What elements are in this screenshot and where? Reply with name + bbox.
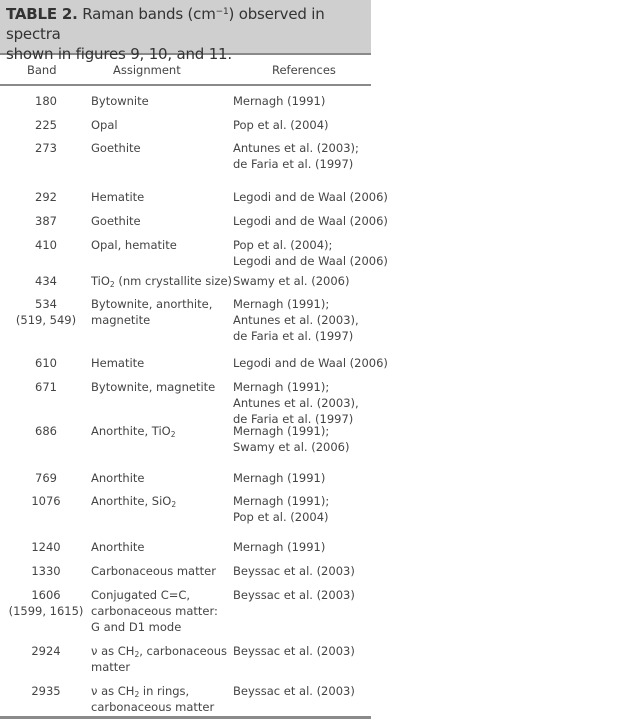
assignment-text (91, 274, 233, 290)
band-value: 1076 (31, 494, 61, 508)
band-cell (0, 588, 92, 620)
subscript: 2 (171, 500, 177, 509)
reference-text: Antunes et al. (2003), (233, 312, 359, 327)
assignment-cell (91, 297, 226, 329)
assignment-text (91, 644, 226, 660)
caption-text: Raman bands (cm (77, 5, 216, 23)
band-value: 292 (35, 190, 57, 204)
assignment-cell (91, 644, 226, 676)
assignment-cell (91, 274, 233, 290)
band-cell (0, 274, 92, 290)
assignment-cell (91, 238, 226, 254)
assignment-cell (91, 190, 226, 206)
references-cell (233, 564, 373, 580)
reference-text: Antunes et al. (2003); (233, 141, 359, 155)
assignment-cell (91, 684, 226, 716)
assignment-cell (91, 494, 226, 510)
references-cell (233, 190, 388, 206)
references-cell (233, 380, 373, 427)
assignment-cell (91, 471, 226, 487)
references-cell (233, 141, 373, 173)
band-cell (0, 94, 92, 110)
band-value: 1330 (31, 564, 61, 578)
assignment-text: Opal, hematite (91, 238, 177, 252)
references-cell (233, 684, 373, 700)
reference-text: de Faria et al. (1997) (233, 156, 354, 171)
band-cell (0, 471, 92, 487)
assignment-text (91, 494, 226, 510)
header-assignment: Assignment (113, 63, 181, 77)
band-cell (0, 118, 92, 134)
assignment-text: G and D1 mode (91, 619, 182, 634)
band-value: (1599, 1615) (8, 603, 84, 618)
assignment-cell (91, 564, 226, 580)
band-cell (0, 214, 92, 230)
reference-text: Swamy et al. (2006) (233, 274, 350, 288)
band-value: 1606 (31, 588, 61, 602)
subscript: 2 (170, 430, 176, 439)
references-cell (233, 424, 373, 456)
reference-text: Legodi and de Waal (2006) (233, 356, 388, 370)
assignment-cell (91, 141, 226, 157)
assignment-cell (91, 380, 226, 396)
reference-text: Mernagh (1991) (233, 94, 326, 108)
band-cell (0, 564, 92, 580)
references-cell (233, 94, 373, 110)
assignment-cell (91, 588, 226, 635)
band-cell (0, 141, 92, 157)
reference-text: Pop et al. (2004); (233, 238, 333, 252)
reference-text: Mernagh (1991); (233, 424, 330, 438)
references-cell (233, 471, 373, 487)
references-cell (233, 118, 373, 134)
band-value: 1240 (31, 540, 61, 554)
reference-text: Legodi and de Waal (2006) (233, 190, 388, 204)
reference-text: Beyssac et al. (2003) (233, 684, 355, 698)
band-value: 434 (35, 274, 57, 288)
assignment-text: Anorthite (91, 540, 145, 554)
assignment-cell (91, 356, 226, 372)
reference-text: Mernagh (1991); (233, 297, 330, 311)
band-cell (0, 238, 92, 254)
band-value: 410 (35, 238, 57, 252)
band-cell (0, 644, 92, 660)
reference-text: Beyssac et al. (2003) (233, 564, 355, 578)
assignment-part: ν as CH (91, 644, 135, 658)
references-cell (233, 540, 373, 556)
reference-text: Mernagh (1991) (233, 540, 326, 554)
references-cell (233, 356, 388, 372)
references-cell (233, 644, 373, 660)
assignment-text: Opal (91, 118, 118, 132)
caption-label: TABLE 2. (6, 5, 78, 23)
reference-text: Pop et al. (2004) (233, 509, 329, 524)
assignment-part: TiO (91, 274, 110, 288)
band-value: 610 (35, 356, 57, 370)
caption-line-2: shown in figures 9, 10, and 11. (6, 45, 232, 63)
assignment-part: ν as CH (91, 684, 135, 698)
references-cell (233, 274, 373, 290)
band-value: (519, 549) (15, 312, 77, 327)
table-bottom-rule (0, 716, 371, 719)
references-cell (233, 214, 388, 230)
reference-text: de Faria et al. (1997) (233, 328, 354, 343)
band-cell (0, 494, 92, 510)
band-cell (0, 424, 92, 440)
reference-text: Beyssac et al. (2003) (233, 644, 355, 658)
subscript: 2 (134, 690, 140, 699)
assignment-text (91, 684, 226, 700)
assignment-text: carbonaceous matter: (91, 603, 218, 618)
reference-text: Antunes et al. (2003), (233, 395, 359, 410)
reference-text: Legodi and de Waal (2006) (233, 214, 388, 228)
header-band: Band (27, 63, 57, 77)
assignment-part: , carbonaceous (139, 644, 228, 658)
reference-text: Swamy et al. (2006) (233, 439, 350, 454)
reference-text: de Faria et al. (1997) (233, 411, 354, 426)
references-cell (233, 588, 373, 604)
assignment-text: Carbonaceous matter (91, 564, 216, 578)
band-value: 2935 (31, 684, 61, 698)
band-cell (0, 684, 92, 700)
reference-text: Legodi and de Waal (2006) (233, 253, 388, 268)
band-cell (0, 356, 92, 372)
band-value: 2924 (31, 644, 61, 658)
band-value: 686 (35, 424, 57, 438)
caption-text-cont: ) observed in spectra (6, 5, 325, 43)
band-cell (0, 297, 92, 329)
assignment-text: matter (91, 659, 131, 674)
assignment-cell (91, 94, 226, 110)
band-value: 534 (35, 297, 57, 311)
assignment-text (91, 424, 226, 440)
band-value: 273 (35, 141, 57, 155)
references-cell (233, 297, 373, 344)
header-references: References (272, 63, 336, 77)
assignment-text: Goethite (91, 141, 141, 155)
subscript: 2 (109, 280, 115, 289)
band-value: 671 (35, 380, 57, 394)
assignment-cell (91, 540, 226, 556)
band-value: 387 (35, 214, 57, 228)
assignment-text: Anorthite (91, 471, 145, 485)
subscript: 2 (134, 650, 140, 659)
assignment-text: Bytownite (91, 94, 149, 108)
band-cell (0, 540, 92, 556)
assignment-part: (nm crystallite size) (114, 274, 233, 288)
table-body (0, 86, 388, 719)
assignment-part: Anorthite, TiO (91, 424, 171, 438)
assignment-cell (91, 424, 226, 440)
band-cell (0, 190, 92, 206)
assignment-cell (91, 214, 226, 230)
assignment-text: Hematite (91, 356, 145, 370)
reference-text: Mernagh (1991) (233, 471, 326, 485)
band-value: 769 (35, 471, 57, 485)
assignment-text: Conjugated C=C, (91, 588, 191, 602)
table-header-row (0, 55, 371, 86)
caption-superscript: −1 (215, 7, 229, 17)
band-value: 180 (35, 94, 57, 108)
band-cell (0, 380, 92, 396)
assignment-part: in rings, (139, 684, 190, 698)
reference-text: Mernagh (1991); (233, 494, 330, 508)
assignment-part: Anorthite, SiO (91, 494, 172, 508)
table-caption (0, 0, 371, 63)
reference-text: Pop et al. (2004) (233, 118, 329, 132)
assignment-text: magnetite (91, 312, 151, 327)
reference-text: Beyssac et al. (2003) (233, 588, 355, 602)
assignment-text: Goethite (91, 214, 141, 228)
reference-text: Mernagh (1991); (233, 380, 330, 394)
assignment-text: carbonaceous matter (91, 699, 215, 714)
assignment-cell (91, 118, 226, 134)
band-value: 225 (35, 118, 57, 132)
references-cell (233, 494, 373, 526)
assignment-text: Hematite (91, 190, 145, 204)
assignment-text: Bytownite, anorthite, (91, 297, 213, 311)
references-cell (233, 238, 388, 270)
assignment-text: Bytownite, magnetite (91, 380, 216, 394)
